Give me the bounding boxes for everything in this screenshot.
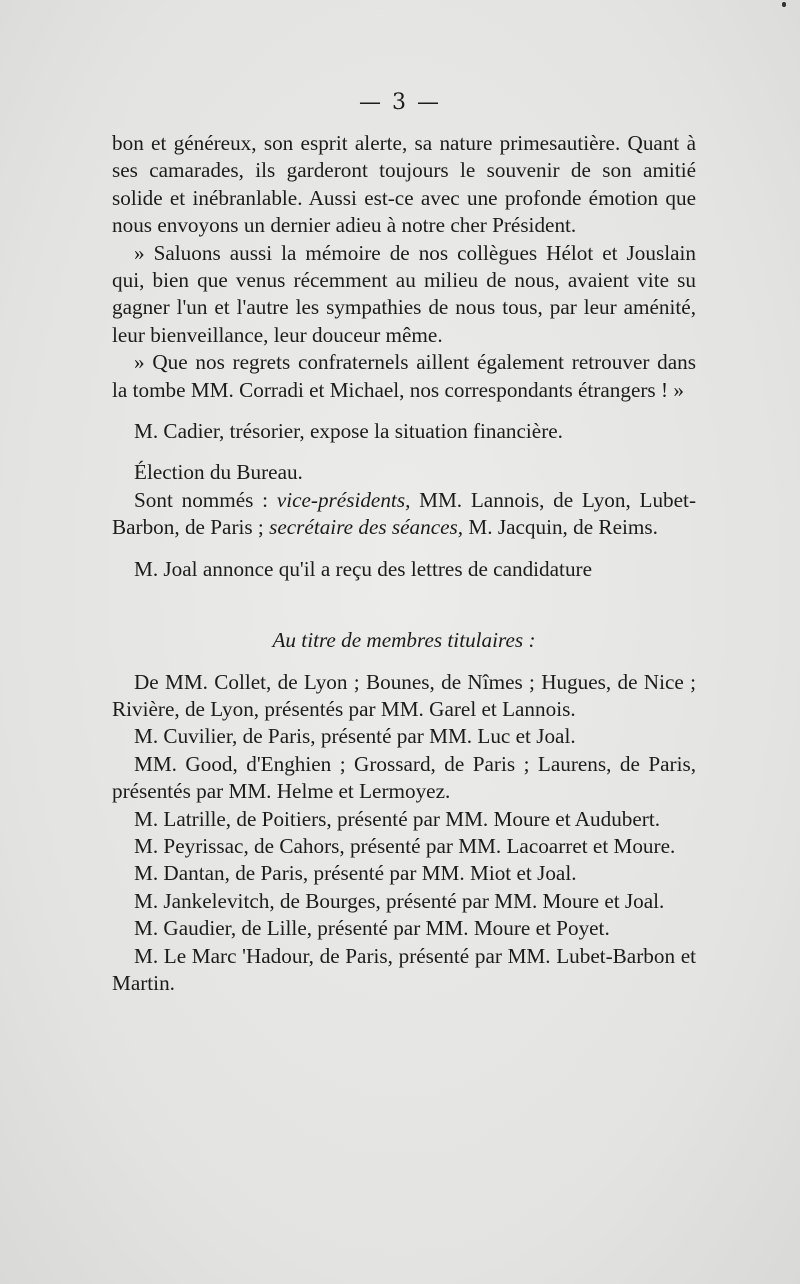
paragraph-nominations — [112, 487, 696, 542]
paragraph-treasurer: M. Cadier, trésorier, expose la situation financière. — [134, 419, 563, 444]
candidate-entry: M. Le Marc 'Hadour, de Paris, présenté par MM. Lubet-Barbon et Martin. — [112, 943, 696, 995]
candidate-entry: M. Peyrissac, de Cahors, présenté par MM. Lacoarret et Moure. — [134, 833, 676, 858]
candidate-entry: M. Gaudier, de Lille, présenté par MM. Moure et Poyet. — [134, 916, 610, 941]
role-vice-presidents: vice-présidents, — [276, 487, 411, 512]
nominations-vice-names: MM. Lannois, de Lyon, Lubet-Barbon, de Paris ; — [112, 487, 696, 540]
paragraph-corradi-michael: » Que nos regrets confraternels aillent également retrouver dans la tombe MM. Corradi et Michael, nos correspondants étrangers ! » — [112, 350, 696, 402]
body-text — [112, 130, 696, 997]
candidate-entry: MM. Good, d'Enghien ; Grossard, de Paris ; Laurens, de Paris, présentés par MM. Helme et Lermoyez. — [112, 751, 696, 804]
nominations-secretary-name: M. Jacquin, de Reims. — [463, 515, 658, 540]
role-secretary: secrétaire des séances, — [269, 515, 464, 540]
ink-speck — [782, 2, 786, 7]
candidate-entry: M. Jankelevitch, de Bourges, présenté par MM. Moure et Joal. — [134, 888, 665, 913]
paragraph-election: Élection du Bureau. — [134, 460, 303, 485]
paragraph-helot-jouslain: » Saluons aussi la mémoire de nos collègues Hélot et Jouslain qui, bien que venus récemment au milieu de nous, avaient vite su gagner l'un et l'autre les sympathies de nous tous, par leur aménité, leur bienveillance, leur douceur même. — [112, 240, 696, 347]
nominations-intro: Sont nommés : — [134, 487, 277, 512]
page-number: — 3 — — [359, 90, 441, 115]
candidate-entry: M. Dantan, de Paris, présenté par MM. Miot et Joal. — [134, 861, 577, 886]
paragraph-candidatures: M. Joal annonce qu'il a reçu des lettres de candidature — [134, 556, 592, 581]
paragraph-eulogy-end: bon et généreux, son esprit alerte, sa nature primesautière. Quant à ses camarades, ils garderont toujours le souvenir de son amitié solide et inébranlable. Aussi est-ce avec une profonde émotion que nous envoyons un dernier adieu à notre cher Président. — [112, 131, 696, 238]
candidate-entry: M. Cuvilier, de Paris, présenté par MM. Luc et Joal. — [134, 724, 576, 749]
section-heading: Au titre de membres titulaires : — [272, 628, 536, 653]
candidate-entry: De MM. Collet, de Lyon ; Bounes, de Nîmes ; Hugues, de Nice ; Rivière, de Lyon, présentés par MM. Garel et Lannois. — [112, 669, 696, 721]
candidate-entry: M. Latrille, de Poitiers, présenté par MM. Moure et Audubert. — [134, 806, 661, 831]
